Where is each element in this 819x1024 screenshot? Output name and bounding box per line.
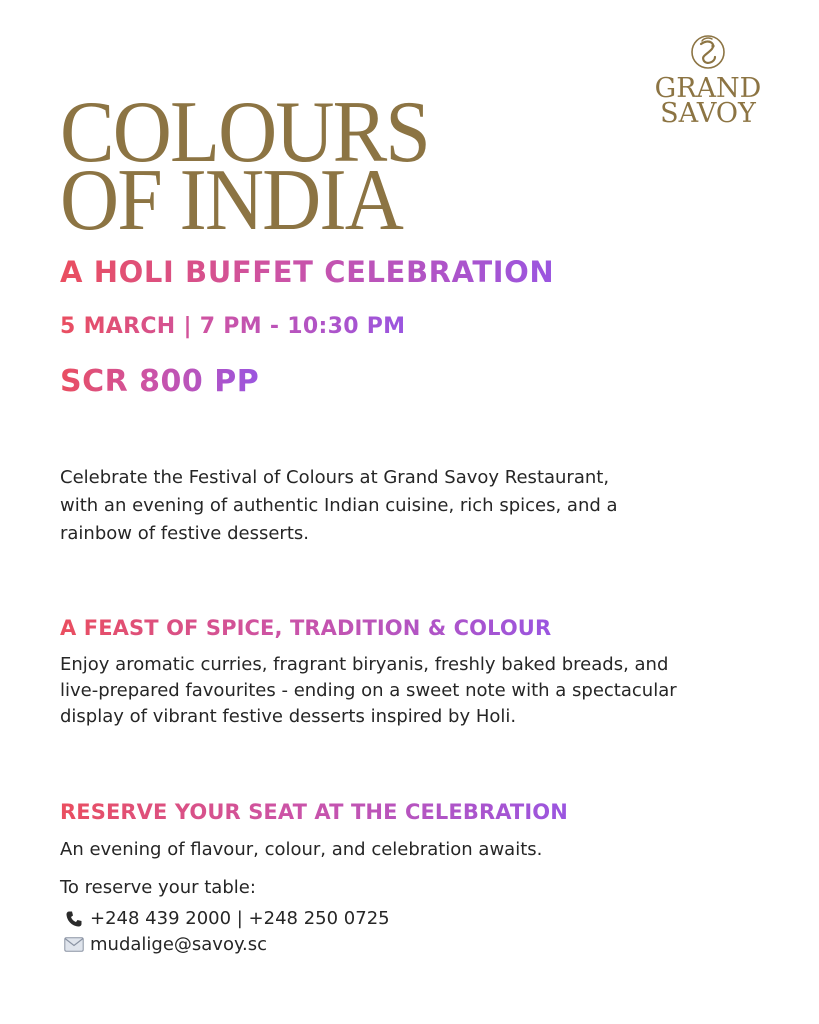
- reserve-heading: RESERVE YOUR SEAT AT THE CELEBRATION: [60, 800, 568, 824]
- phone-row: [62, 908, 390, 929]
- phone-numbers[interactable]: +248 439 2000 | +248 250 0725: [90, 908, 390, 929]
- brand-name-line1: GRAND: [654, 73, 762, 104]
- telephone-icon: [62, 909, 86, 929]
- savoy-emblem-icon: [689, 32, 727, 72]
- reserve-tagline: An evening of flavour, colour, and celebration awaits.: [60, 839, 543, 860]
- intro-line: rainbow of festive desserts.: [60, 523, 309, 544]
- event-subtitle: A HOLI BUFFET CELEBRATION: [60, 255, 555, 289]
- email-address[interactable]: mudalige@savoy.sc: [90, 934, 268, 955]
- title-line-1: COLOURS: [60, 84, 429, 181]
- event-price: SCR 800 PP: [60, 364, 260, 399]
- title-line-2: OF INDIA: [60, 152, 403, 249]
- intro-paragraph: [60, 464, 618, 548]
- feast-paragraph: [60, 652, 677, 730]
- intro-line: with an evening of authentic Indian cuisine, rich spices, and a: [60, 495, 618, 516]
- brand-name-line2: SAVOY: [660, 98, 756, 129]
- reserve-prompt: To reserve your table:: [60, 877, 256, 898]
- event-datetime: 5 MARCH | 7 PM - 10:30 PM: [60, 314, 406, 339]
- envelope-icon: [62, 935, 86, 955]
- email-row: [62, 934, 267, 955]
- intro-line: Celebrate the Festival of Colours at Grand Savoy Restaurant,: [60, 467, 610, 488]
- feast-line: live-prepared favourites - ending on a sweet note with a spectacular: [60, 680, 677, 701]
- brand-logo: [648, 32, 768, 129]
- feast-heading: A FEAST OF SPICE, TRADITION & COLOUR: [60, 616, 552, 640]
- feast-line: Enjoy aromatic curries, fragrant biryanis, freshly baked breads, and: [60, 654, 669, 675]
- feast-line: display of vibrant festive desserts inspired by Holi.: [60, 706, 517, 727]
